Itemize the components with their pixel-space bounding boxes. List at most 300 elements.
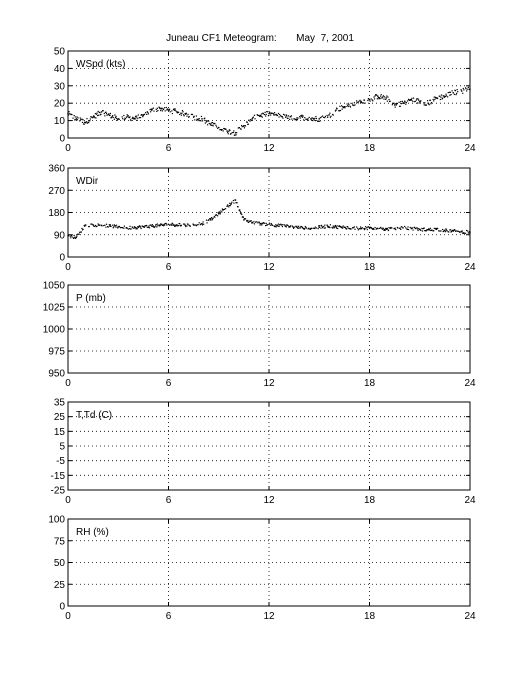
x-tick-label: 0: [65, 495, 71, 506]
data-point: [356, 100, 357, 101]
x-tick-label: 0: [65, 611, 71, 622]
data-point: [242, 126, 243, 127]
data-point: [104, 115, 105, 116]
data-point: [316, 227, 317, 228]
data-point: [401, 103, 402, 104]
panel-label: WDir: [76, 176, 99, 187]
data-point: [137, 118, 138, 119]
data-point: [366, 227, 367, 228]
data-point: [90, 118, 91, 119]
data-point: [324, 228, 325, 229]
data-point: [299, 227, 300, 228]
data-point: [212, 122, 213, 123]
data-point: [103, 110, 104, 111]
data-point: [153, 111, 154, 112]
data-point: [382, 229, 383, 230]
data-point: [400, 228, 401, 229]
data-point: [301, 226, 302, 227]
data-point: [394, 104, 395, 105]
data-point: [159, 107, 160, 108]
data-point: [267, 224, 268, 225]
data-point: [321, 225, 322, 226]
data-point: [146, 225, 147, 226]
data-point: [249, 221, 250, 222]
axes-frame: [68, 51, 470, 138]
data-point: [387, 101, 388, 102]
data-point: [109, 224, 110, 225]
data-point: [161, 108, 162, 109]
data-point: [423, 102, 424, 103]
data-point: [310, 118, 311, 119]
data-point: [447, 230, 448, 231]
data-point: [233, 132, 234, 133]
x-tick-label: 18: [363, 495, 376, 506]
data-point: [119, 119, 120, 120]
data-point: [175, 108, 176, 109]
data-point: [427, 100, 428, 101]
data-point: [445, 94, 446, 95]
data-point: [151, 108, 152, 109]
data-point: [332, 227, 333, 228]
data-point: [186, 113, 187, 114]
data-point: [424, 104, 425, 105]
data-point: [210, 219, 211, 220]
data-point: [414, 101, 415, 102]
y-tick-label: 360: [48, 163, 65, 175]
data-point: [279, 114, 280, 115]
data-point: [96, 114, 97, 115]
data-point: [183, 223, 184, 224]
data-point: [468, 232, 469, 233]
data-point: [155, 226, 156, 227]
data-point: [300, 117, 301, 118]
panel-4: [51, 398, 476, 507]
data-point: [227, 204, 228, 205]
data-point: [314, 118, 315, 119]
data-point: [401, 226, 402, 227]
x-tick-label: 12: [263, 143, 275, 154]
data-point: [85, 122, 86, 123]
data-point: [452, 230, 453, 231]
data-point: [365, 226, 366, 227]
data-point: [383, 228, 384, 229]
data-point: [151, 225, 152, 226]
y-tick-label: 15: [53, 426, 65, 438]
data-point: [171, 225, 172, 226]
data-point: [106, 113, 107, 114]
data-point: [80, 117, 81, 118]
data-point: [206, 220, 207, 221]
data-point: [270, 112, 271, 113]
data-point: [180, 113, 181, 114]
y-tick-label: -25: [50, 485, 65, 497]
x-tick-label: 12: [263, 378, 275, 389]
data-point: [311, 117, 312, 118]
data-point: [395, 103, 396, 104]
data-point: [469, 231, 470, 232]
data-point: [125, 227, 126, 228]
data-point: [150, 111, 151, 112]
data-point: [94, 226, 95, 227]
data-point: [297, 228, 298, 229]
data-point: [395, 228, 396, 229]
data-point: [241, 212, 242, 213]
data-point: [388, 227, 389, 228]
data-point: [290, 225, 291, 226]
data-point: [259, 115, 260, 116]
data-point: [190, 226, 191, 227]
data-point: [181, 115, 182, 116]
data-point: [303, 119, 304, 120]
data-point: [136, 117, 137, 118]
data-point: [324, 225, 325, 226]
x-tick-label: 6: [165, 378, 172, 389]
data-point: [442, 229, 443, 230]
data-point: [245, 218, 246, 219]
data-point: [69, 113, 70, 114]
data-point: [439, 231, 440, 232]
data-point: [209, 123, 210, 124]
data-point: [245, 125, 246, 126]
y-tick-label: 0: [59, 252, 65, 264]
data-point: [71, 114, 72, 115]
data-point: [296, 226, 297, 227]
data-point: [426, 230, 427, 231]
y-tick-label: 50: [53, 46, 65, 58]
data-point: [466, 90, 467, 91]
data-point: [236, 202, 237, 203]
data-point: [86, 121, 87, 122]
data-point: [446, 95, 447, 96]
data-point: [434, 99, 435, 100]
data-point: [384, 96, 385, 97]
data-point: [354, 102, 355, 103]
data-point: [135, 227, 136, 228]
data-point: [259, 224, 260, 225]
data-point: [77, 119, 78, 120]
y-tick-label: 180: [48, 208, 65, 219]
data-point: [333, 226, 334, 227]
data-point: [302, 115, 303, 116]
data-point: [133, 228, 134, 229]
data-point: [342, 109, 343, 110]
data-point: [120, 227, 121, 228]
data-point: [301, 115, 302, 116]
data-point: [113, 117, 114, 118]
data-point: [108, 227, 109, 228]
data-point: [418, 100, 419, 101]
data-point: [391, 227, 392, 228]
data-point: [465, 88, 466, 89]
data-point: [381, 228, 382, 229]
data-point: [116, 118, 117, 119]
data-point: [311, 228, 312, 229]
data-point: [405, 104, 406, 105]
data-point: [255, 222, 256, 223]
data-point: [448, 92, 449, 93]
data-point: [304, 117, 305, 118]
data-point: [213, 217, 214, 218]
data-point: [347, 103, 348, 104]
y-tick-label: 1050: [42, 280, 65, 292]
data-point: [462, 230, 463, 231]
data-point: [311, 120, 312, 121]
data-point: [445, 96, 446, 97]
data-point: [157, 110, 158, 111]
data-point: [235, 134, 236, 135]
data-point: [73, 238, 74, 239]
data-point: [124, 119, 125, 120]
data-point: [292, 226, 293, 227]
y-tick-label: 950: [48, 368, 65, 380]
data-point: [400, 229, 401, 230]
data-point: [163, 109, 164, 110]
data-point: [235, 132, 236, 133]
data-point: [274, 112, 275, 113]
data-point: [248, 124, 249, 125]
data-point: [297, 119, 298, 120]
data-point: [415, 101, 416, 102]
data-point: [228, 206, 229, 207]
data-point: [77, 234, 78, 235]
data-point: [135, 116, 136, 117]
data-point: [270, 225, 271, 226]
data-point: [257, 222, 258, 223]
data-point: [430, 103, 431, 104]
data-point: [367, 229, 368, 230]
data-point: [342, 228, 343, 229]
data-point: [348, 104, 349, 105]
data-point: [281, 224, 282, 225]
data-point: [435, 228, 436, 229]
data-point: [170, 224, 171, 225]
data-point: [322, 115, 323, 116]
data-point: [115, 225, 116, 226]
data-point: [105, 112, 106, 113]
data-point: [419, 102, 420, 103]
y-tick-label: -15: [50, 470, 65, 482]
data-point: [262, 116, 263, 117]
data-point: [323, 117, 324, 118]
data-point: [402, 227, 403, 228]
data-point: [441, 94, 442, 95]
data-point: [235, 202, 236, 203]
data-point: [163, 225, 164, 226]
data-point: [381, 94, 382, 95]
panel-label: RH (%): [76, 527, 109, 538]
data-point: [89, 226, 90, 227]
data-point: [450, 229, 451, 230]
data-point: [318, 228, 319, 229]
data-point: [383, 95, 384, 96]
data-point: [266, 223, 267, 224]
data-point: [98, 111, 99, 112]
data-point: [356, 226, 357, 227]
data-point: [318, 121, 319, 122]
data-point: [404, 226, 405, 227]
data-point: [354, 104, 355, 105]
panel-label: T,Td (C): [76, 410, 113, 421]
data-point: [201, 223, 202, 224]
data-point: [76, 116, 77, 117]
data-point: [261, 223, 262, 224]
data-point: [80, 231, 81, 232]
data-point: [101, 111, 102, 112]
x-tick-label: 0: [65, 378, 71, 389]
data-point: [369, 101, 370, 102]
x-tick-label: 24: [464, 611, 476, 622]
data-point: [226, 206, 227, 207]
data-point: [112, 225, 113, 226]
panel-2: [48, 164, 476, 274]
data-point: [191, 114, 192, 115]
data-point: [374, 98, 375, 99]
data-point: [334, 227, 335, 228]
data-point: [440, 99, 441, 100]
data-point: [451, 231, 452, 232]
data-point: [347, 226, 348, 227]
data-point: [438, 230, 439, 231]
data-point: [106, 115, 107, 116]
data-point: [377, 98, 378, 99]
data-point: [115, 116, 116, 117]
data-point: [194, 225, 195, 226]
y-tick-label: 75: [53, 536, 65, 548]
data-point: [76, 235, 77, 236]
data-point: [450, 92, 451, 93]
data-point: [230, 204, 231, 205]
data-point: [187, 114, 188, 115]
data-point: [306, 228, 307, 229]
data-point: [348, 106, 349, 107]
data-point: [296, 117, 297, 118]
data-point: [67, 113, 68, 114]
data-point: [323, 226, 324, 227]
data-point: [247, 122, 248, 123]
data-point: [413, 97, 414, 98]
data-point: [318, 225, 319, 226]
data-point: [368, 98, 369, 99]
data-point: [259, 222, 260, 223]
data-point: [228, 133, 229, 134]
data-point: [335, 225, 336, 226]
data-point: [279, 224, 280, 225]
data-point: [97, 115, 98, 116]
data-point: [465, 233, 466, 234]
data-point: [442, 98, 443, 99]
data-point: [95, 225, 96, 226]
x-tick-label: 24: [464, 143, 476, 154]
data-point: [291, 115, 292, 116]
data-point: [116, 225, 117, 226]
data-point: [141, 228, 142, 229]
data-point: [440, 230, 441, 231]
x-tick-label: 18: [363, 378, 376, 389]
data-point: [123, 228, 124, 229]
data-point: [437, 98, 438, 99]
data-point: [263, 222, 264, 223]
data-point: [316, 118, 317, 119]
data-point: [377, 228, 378, 229]
data-point: [241, 125, 242, 126]
data-point: [115, 117, 116, 118]
data-point: [248, 120, 249, 121]
data-point: [314, 119, 315, 120]
data-point: [124, 225, 125, 226]
data-point: [253, 221, 254, 222]
data-point: [109, 115, 110, 116]
data-point: [122, 118, 123, 119]
data-point: [148, 227, 149, 228]
data-point: [278, 116, 279, 117]
data-point: [286, 115, 287, 116]
data-point: [256, 221, 257, 222]
data-point: [304, 228, 305, 229]
data-point: [454, 94, 455, 95]
data-point: [319, 118, 320, 119]
data-point: [164, 107, 165, 108]
data-point: [146, 114, 147, 115]
data-point: [444, 230, 445, 231]
data-point: [319, 121, 320, 122]
data-point: [353, 227, 354, 228]
data-point: [127, 228, 128, 229]
x-tick-label: 6: [165, 495, 172, 506]
y-tick-label: 30: [53, 81, 65, 93]
data-point: [110, 113, 111, 114]
data-point: [240, 129, 241, 130]
data-point: [251, 222, 252, 223]
data-point: [156, 226, 157, 227]
y-tick-label: 90: [53, 230, 65, 242]
data-point: [315, 227, 316, 228]
data-point: [152, 224, 153, 225]
data-point: [390, 101, 391, 102]
data-point: [217, 128, 218, 129]
data-point: [350, 103, 351, 104]
data-point: [380, 96, 381, 97]
data-point: [282, 224, 283, 225]
data-point: [460, 89, 461, 90]
data-point: [119, 226, 120, 227]
data-point: [166, 224, 167, 225]
data-point: [424, 228, 425, 229]
data-point: [201, 116, 202, 117]
data-point: [99, 224, 100, 225]
y-tick-label: 20: [53, 98, 65, 110]
data-point: [170, 111, 171, 112]
data-point: [137, 228, 138, 229]
data-point: [426, 105, 427, 106]
data-point: [206, 222, 207, 223]
series-1: [67, 199, 470, 239]
x-tick-label: 0: [65, 262, 71, 273]
data-point: [145, 112, 146, 113]
data-point: [80, 119, 81, 120]
data-point: [74, 237, 75, 238]
data-point: [287, 225, 288, 226]
data-point: [429, 104, 430, 105]
data-point: [205, 122, 206, 123]
data-point: [324, 117, 325, 118]
data-point: [178, 112, 179, 113]
data-point: [156, 224, 157, 225]
data-point: [315, 116, 316, 117]
data-point: [99, 112, 100, 113]
data-point: [68, 114, 69, 115]
data-point: [358, 101, 359, 102]
x-tick-label: 6: [165, 262, 172, 273]
